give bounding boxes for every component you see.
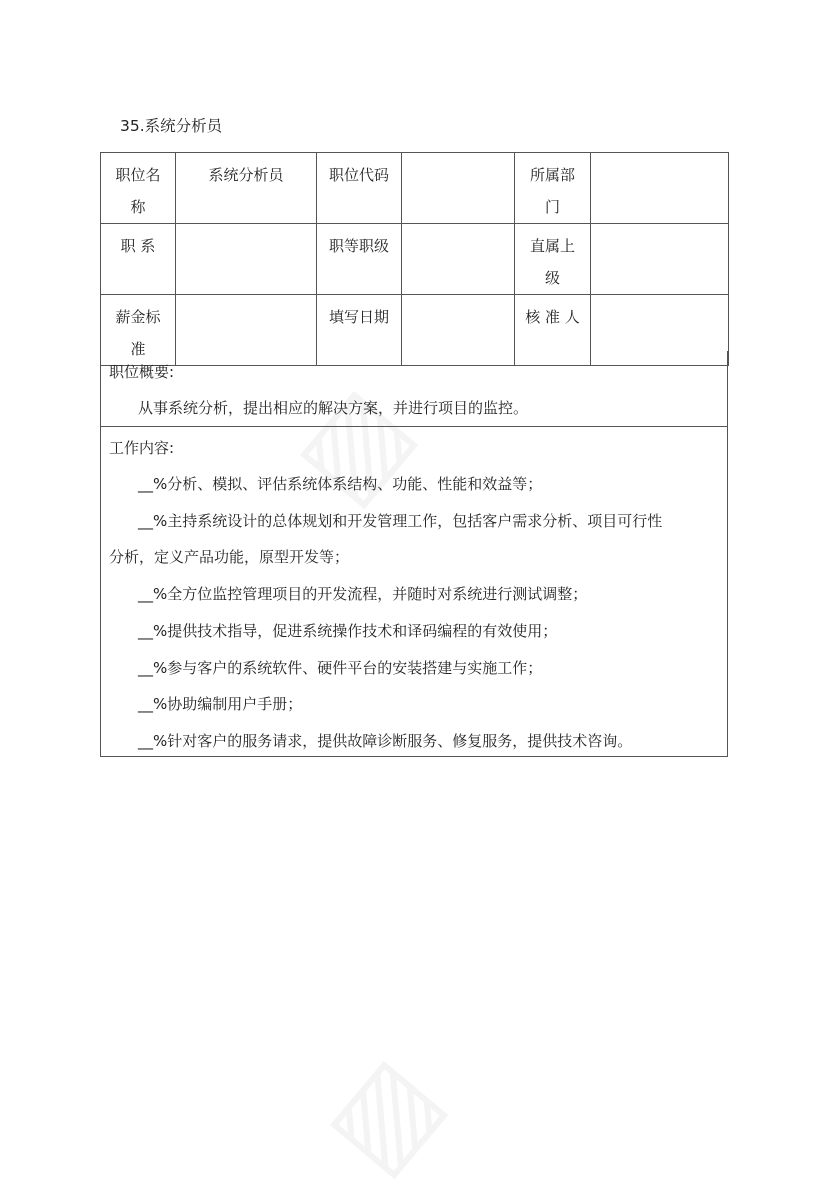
- value-cell: [402, 153, 515, 224]
- list-item: __%提供技术指导，促进系统操作技术和译码编程的有效使用；: [138, 622, 558, 640]
- summary-text: 从事系统分析，提出相应的解决方案，并进行项目的监控。: [138, 399, 529, 417]
- page-title: 35.系统分析员: [120, 117, 223, 135]
- value-cell: [591, 153, 729, 224]
- list-item: __%主持系统设计的总体规划和开发管理工作，包括客户需求分析、项目可行性: [138, 512, 663, 530]
- job-info-table: [100, 152, 729, 366]
- label-cell: 填写日期: [317, 295, 402, 366]
- label-cell: 直属上级: [515, 224, 591, 295]
- label-cell: 核 准 人: [515, 295, 591, 366]
- label-cell: 职 系: [101, 224, 176, 295]
- table-row: [101, 153, 729, 224]
- list-item: __%协助编制用户手册；: [138, 695, 303, 713]
- value-cell: 系统分析员: [176, 153, 317, 224]
- summary-label: 职位概要:: [109, 363, 175, 381]
- summary-section: [100, 351, 728, 427]
- list-item: __%全方位监控管理项目的开发流程，并随时对系统进行测试调整；: [138, 585, 588, 603]
- work-label: 工作内容:: [109, 439, 175, 457]
- label-cell: 职位名称: [101, 153, 176, 224]
- list-item: __%分析、模拟、评估系统体系结构、功能、性能和效益等；: [138, 475, 543, 493]
- list-item: __%参与客户的系统软件、硬件平台的安装搭建与实施工作；: [138, 659, 543, 677]
- value-cell: [402, 224, 515, 295]
- label-cell: 所属部门: [515, 153, 591, 224]
- label-cell: 职位代码: [317, 153, 402, 224]
- table-row: [101, 224, 729, 295]
- value-cell: [176, 224, 317, 295]
- work-section: [100, 427, 728, 757]
- list-item: __%针对客户的服务请求，提供故障诊断服务、修复服务，提供技术咨询。: [138, 732, 633, 750]
- label-cell: 薪金标准: [101, 295, 176, 366]
- list-item-continuation: 分析，定义产品功能，原型开发等；: [109, 548, 350, 566]
- label-cell: 职等职级: [317, 224, 402, 295]
- value-cell: [591, 224, 729, 295]
- watermark: [300, 1033, 465, 1195]
